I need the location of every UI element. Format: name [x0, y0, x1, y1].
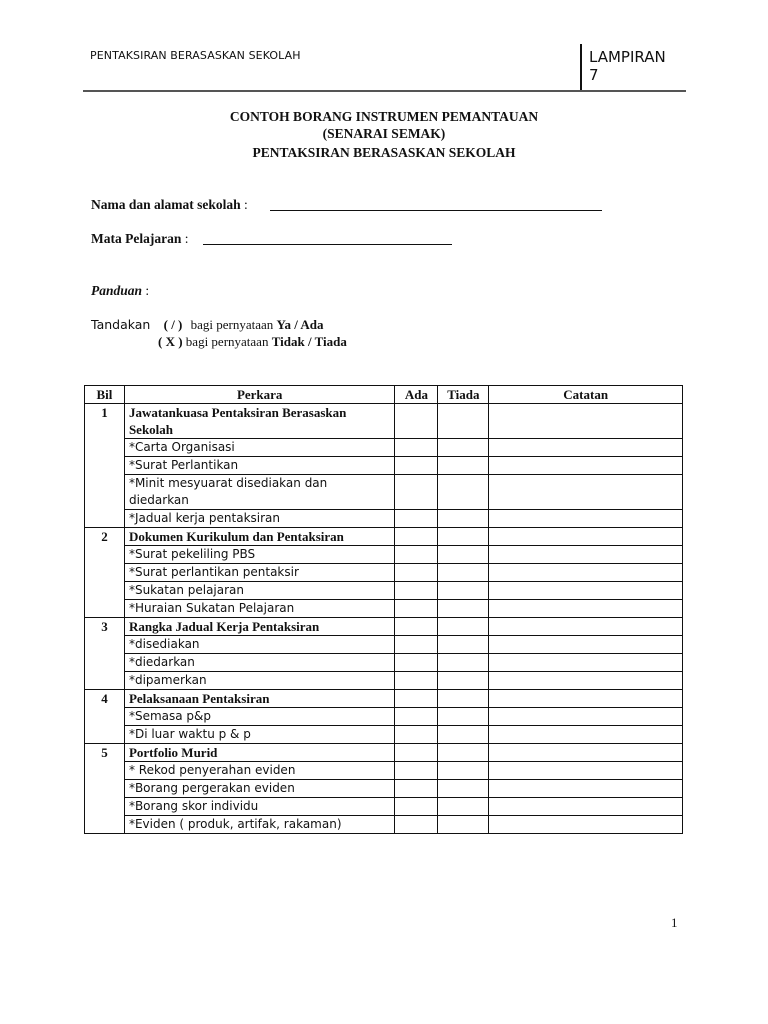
cell-ada[interactable] — [395, 708, 438, 726]
table-row — [85, 798, 683, 816]
header-left: PENTAKSIRAN BERASASKAN SEKOLAH — [90, 49, 301, 62]
cell-catatan[interactable] — [489, 404, 683, 439]
cell-catatan[interactable] — [489, 475, 683, 510]
instruction-ya — [91, 317, 324, 333]
bold-tidak: Tidak / Tiada — [271, 334, 347, 349]
cell-ada[interactable] — [395, 762, 438, 780]
cell-ada[interactable] — [395, 618, 438, 636]
row-item: *Sukatan pelajaran — [124, 582, 394, 600]
cell-tiada[interactable] — [438, 600, 489, 618]
cell-tiada[interactable] — [438, 816, 489, 834]
row-item: *dipamerkan — [124, 672, 394, 690]
table-row — [85, 744, 683, 762]
cell-tiada[interactable] — [438, 672, 489, 690]
cell-tiada[interactable] — [438, 654, 489, 672]
field-nama-colon: : — [244, 197, 248, 212]
row-category: Rangka Jadual Kerja Pentaksiran — [124, 618, 394, 636]
table-row — [85, 816, 683, 834]
table-row — [85, 475, 683, 510]
header-right-line1: LAMPIRAN — [589, 48, 666, 66]
table-row — [85, 672, 683, 690]
field-mata — [91, 231, 189, 247]
bold-ya: Ya / Ada — [276, 317, 324, 332]
cell-catatan[interactable] — [489, 744, 683, 762]
cell-tiada[interactable] — [438, 690, 489, 708]
cell-tiada[interactable] — [438, 636, 489, 654]
cell-tiada[interactable] — [438, 780, 489, 798]
table-row — [85, 404, 683, 439]
cell-ada[interactable] — [395, 404, 438, 439]
instruction-tidak — [158, 334, 347, 350]
header-catatan: Catatan — [489, 386, 683, 404]
header-ada: Ada — [395, 386, 438, 404]
field-mata-line[interactable] — [203, 244, 452, 245]
cell-catatan[interactable] — [489, 654, 683, 672]
cell-ada[interactable] — [395, 672, 438, 690]
row-bil: 1 — [85, 404, 125, 528]
cell-tiada[interactable] — [438, 762, 489, 780]
cell-ada[interactable] — [395, 726, 438, 744]
cell-catatan[interactable] — [489, 546, 683, 564]
table-row — [85, 780, 683, 798]
table-row — [85, 510, 683, 528]
field-nama-label: Nama dan alamat sekolah — [91, 197, 241, 212]
row-category: Dokumen Kurikulum dan Pentaksiran — [124, 528, 394, 546]
cell-catatan[interactable] — [489, 600, 683, 618]
header-rule — [83, 90, 686, 92]
field-mata-colon: : — [184, 231, 189, 246]
cell-ada[interactable] — [395, 654, 438, 672]
cell-catatan[interactable] — [489, 564, 683, 582]
cell-catatan[interactable] — [489, 439, 683, 457]
cell-ada[interactable] — [395, 690, 438, 708]
table-row — [85, 690, 683, 708]
row-item: *Carta Organisasi — [124, 439, 394, 457]
cell-tiada[interactable] — [438, 708, 489, 726]
title-line1: CONTOH BORANG INSTRUMEN PEMANTAUAN — [229, 109, 539, 124]
table-row — [85, 528, 683, 546]
row-bil: 3 — [85, 618, 125, 690]
row-item: *Surat Perlantikan — [124, 457, 394, 475]
cell-tiada[interactable] — [438, 726, 489, 744]
row-category: Jawatankuasa Pentaksiran Berasaskan Sekolah — [124, 404, 394, 439]
row-item: *disediakan — [124, 636, 394, 654]
tandakan-label: Tandakan — [91, 317, 151, 332]
row-item: *Huraian Sukatan Pelajaran — [124, 600, 394, 618]
cell-tiada[interactable] — [438, 457, 489, 475]
row-category: Portfolio Murid — [124, 744, 394, 762]
cell-catatan[interactable] — [489, 618, 683, 636]
cell-tiada[interactable] — [438, 510, 489, 528]
header-tiada: Tiada — [438, 386, 489, 404]
cell-catatan[interactable] — [489, 816, 683, 834]
cell-tiada[interactable] — [438, 528, 489, 546]
cell-tiada[interactable] — [438, 546, 489, 564]
header-perkara: Perkara — [124, 386, 394, 404]
table-row — [85, 439, 683, 457]
table-row — [85, 636, 683, 654]
text-tidak: bagi pernyataan — [185, 334, 269, 349]
row-item: *Minit mesyuarat disediakan dan diedarkan — [124, 475, 394, 510]
cell-catatan[interactable] — [489, 528, 683, 546]
row-item: *Di luar waktu p & p — [124, 726, 394, 744]
table-row — [85, 654, 683, 672]
cell-ada[interactable] — [395, 744, 438, 762]
symbol-ya: ( / ) — [163, 317, 183, 332]
cell-tiada[interactable] — [438, 618, 489, 636]
row-item: *Borang pergerakan eviden — [124, 780, 394, 798]
field-mata-label: Mata Pelajaran — [91, 231, 182, 246]
cell-tiada[interactable] — [438, 439, 489, 457]
header-right — [589, 48, 666, 84]
table-row — [85, 564, 683, 582]
cell-tiada[interactable] — [438, 798, 489, 816]
panduan-label: Panduan — [91, 283, 143, 298]
cell-catatan[interactable] — [489, 708, 683, 726]
title-line3: PENTAKSIRAN BERASASKAN SEKOLAH — [252, 145, 516, 160]
cell-catatan[interactable] — [489, 582, 683, 600]
table-row — [85, 708, 683, 726]
row-category: Pelaksanaan Pentaksiran — [124, 690, 394, 708]
table-header-row — [85, 386, 683, 404]
row-item: *Eviden ( produk, artifak, rakaman) — [124, 816, 394, 834]
header-bil: Bil — [85, 386, 125, 404]
page-number: 1 — [671, 915, 678, 930]
cell-ada[interactable] — [395, 636, 438, 654]
cell-tiada[interactable] — [438, 744, 489, 762]
cell-catatan[interactable] — [489, 457, 683, 475]
row-item: *Jadual kerja pentaksiran — [124, 510, 394, 528]
table-body — [85, 404, 683, 834]
cell-tiada[interactable] — [438, 404, 489, 439]
table-row — [85, 762, 683, 780]
table-row — [85, 582, 683, 600]
cell-catatan[interactable] — [489, 726, 683, 744]
row-item: *Semasa p&p — [124, 708, 394, 726]
table-row — [85, 618, 683, 636]
cell-catatan[interactable] — [489, 690, 683, 708]
panduan-colon: : — [145, 283, 150, 298]
row-bil: 5 — [85, 744, 125, 834]
row-item: * Rekod penyerahan eviden — [124, 762, 394, 780]
row-bil: 2 — [85, 528, 125, 618]
header-right-line2: 7 — [589, 66, 599, 84]
table-row — [85, 600, 683, 618]
row-item: *Surat perlantikan pentaksir — [124, 564, 394, 582]
row-item: *Borang skor individu — [124, 798, 394, 816]
cell-ada[interactable] — [395, 528, 438, 546]
checklist-table — [84, 385, 683, 834]
field-nama-line[interactable] — [270, 210, 602, 211]
cell-ada[interactable] — [395, 798, 438, 816]
cell-ada[interactable] — [395, 816, 438, 834]
cell-tiada[interactable] — [438, 475, 489, 510]
cell-ada[interactable] — [395, 600, 438, 618]
table-row — [85, 726, 683, 744]
cell-catatan[interactable] — [489, 762, 683, 780]
field-nama — [91, 197, 248, 213]
table-row — [85, 457, 683, 475]
row-item: *diedarkan — [124, 654, 394, 672]
cell-ada[interactable] — [395, 475, 438, 510]
cell-ada[interactable] — [395, 546, 438, 564]
symbol-tidak: ( X ) — [158, 334, 183, 349]
title-line2: (SENARAI SEMAK) — [322, 126, 446, 141]
text-ya: bagi pernyataan — [190, 317, 274, 332]
cell-catatan[interactable] — [489, 636, 683, 654]
row-item: *Surat pekeliling PBS — [124, 546, 394, 564]
cell-catatan[interactable] — [489, 798, 683, 816]
header-divider — [580, 44, 582, 90]
cell-tiada[interactable] — [438, 564, 489, 582]
cell-ada[interactable] — [395, 564, 438, 582]
panduan-heading — [91, 283, 149, 299]
cell-catatan[interactable] — [489, 780, 683, 798]
row-bil: 4 — [85, 690, 125, 744]
cell-ada[interactable] — [395, 780, 438, 798]
table-row — [85, 546, 683, 564]
cell-ada[interactable] — [395, 510, 438, 528]
cell-ada[interactable] — [395, 582, 438, 600]
cell-ada[interactable] — [395, 457, 438, 475]
cell-ada[interactable] — [395, 439, 438, 457]
cell-catatan[interactable] — [489, 510, 683, 528]
cell-tiada[interactable] — [438, 582, 489, 600]
cell-catatan[interactable] — [489, 672, 683, 690]
